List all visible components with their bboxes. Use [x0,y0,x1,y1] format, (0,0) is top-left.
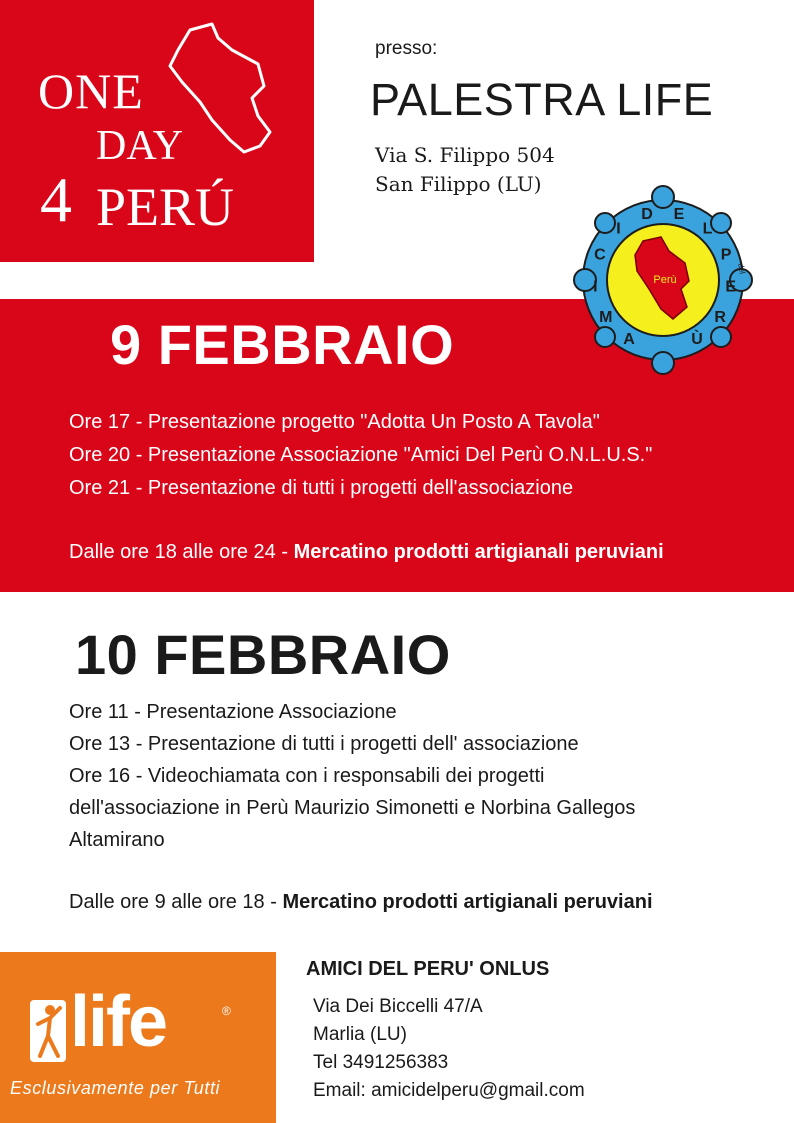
day1-market-title: Mercatino prodotti artigianali peruviani [293,541,664,563]
badge-small-text: del [736,262,747,275]
badge-ring-letter: M [599,308,613,326]
life-slogan: Esclusivamente per Tutti [10,1078,221,1098]
day1-market-time: Dalle ore 18 alle ore 24 - [69,541,294,563]
association-badge-icon [573,185,753,375]
life-gym-logo [0,952,276,1123]
association-phone: Tel 3491256383 [313,1052,449,1073]
day2-schedule-item: Ore 16 - Videochiamata con i responsabili dei progetti [69,765,545,787]
badge-ring-letter: L [702,220,713,238]
day1-schedule-item: Ore 21 - Presentazione di tutti i progetti dell'associazione [69,477,574,499]
logo-text-four: 4 [40,164,72,235]
badge-inner-text: Perù [653,274,677,286]
association-address-street: Via Dei Biccelli 47/A [313,996,483,1017]
day2-schedule-item: Ore 11 - Presentazione Associazione [69,701,397,723]
badge-ring-letter: D [641,205,653,223]
life-wordmark: life [70,982,167,1062]
venue-intro: presso: [375,38,438,59]
venue-address-street: Via S. Filippo 504 [375,143,555,167]
logo-text-peru: PERÚ [96,177,235,237]
logo-text-day: DAY [96,123,184,169]
day2-market-time: Dalle ore 9 alle ore 18 - [69,891,283,913]
logo-text-one: ONE [38,63,144,119]
association-email: Email: amicidelperu@gmail.com [313,1080,585,1101]
day2-market-info [69,891,653,914]
badge-ring-letter: R [714,308,726,326]
venue-address-city: San Filippo (LU) [375,172,542,196]
day1-schedule-item: Ore 17 - Presentazione progetto "Adotta Un Posto A Tavola" [69,411,600,433]
venue-name: PALESTRA LIFE [370,74,714,125]
badge-ring-letter: Ù [691,330,703,348]
day2-title: 10 FEBBRAIO [75,623,451,686]
registered-mark: ® [222,1004,231,1018]
badge-ring-letter: E [725,278,737,296]
day1-market-info [69,541,664,564]
association-address-city: Marlia (LU) [313,1024,407,1045]
day1-title: 9 FEBBRAIO [110,313,455,376]
association-name: AMICI DEL PERU' ONLUS [306,958,550,980]
badge-ring-letter: A [623,330,635,348]
badge-ring-letter: E [673,205,685,223]
athlete-figure-icon [30,1000,66,1062]
badge-ring-letter: I [593,278,598,296]
day2-schedule-item: Altamirano [69,829,165,851]
badge-ring-letter: C [594,246,606,264]
badge-ring-letter: I [616,220,621,238]
day2-market-title: Mercatino prodotti artigianali peruviani [282,891,653,913]
day2-schedule-item: dell'associazione in Perù Maurizio Simonetti e Norbina Gallegos [69,797,636,819]
badge-ring-letter: P [720,246,732,264]
day2-schedule-item: Ore 13 - Presentazione di tutti i progetti dell' associazione [69,733,579,755]
event-logo [0,0,314,262]
day1-schedule-item: Ore 20 - Presentazione Associazione "Amici Del Perù O.N.L.U.S." [69,444,653,466]
